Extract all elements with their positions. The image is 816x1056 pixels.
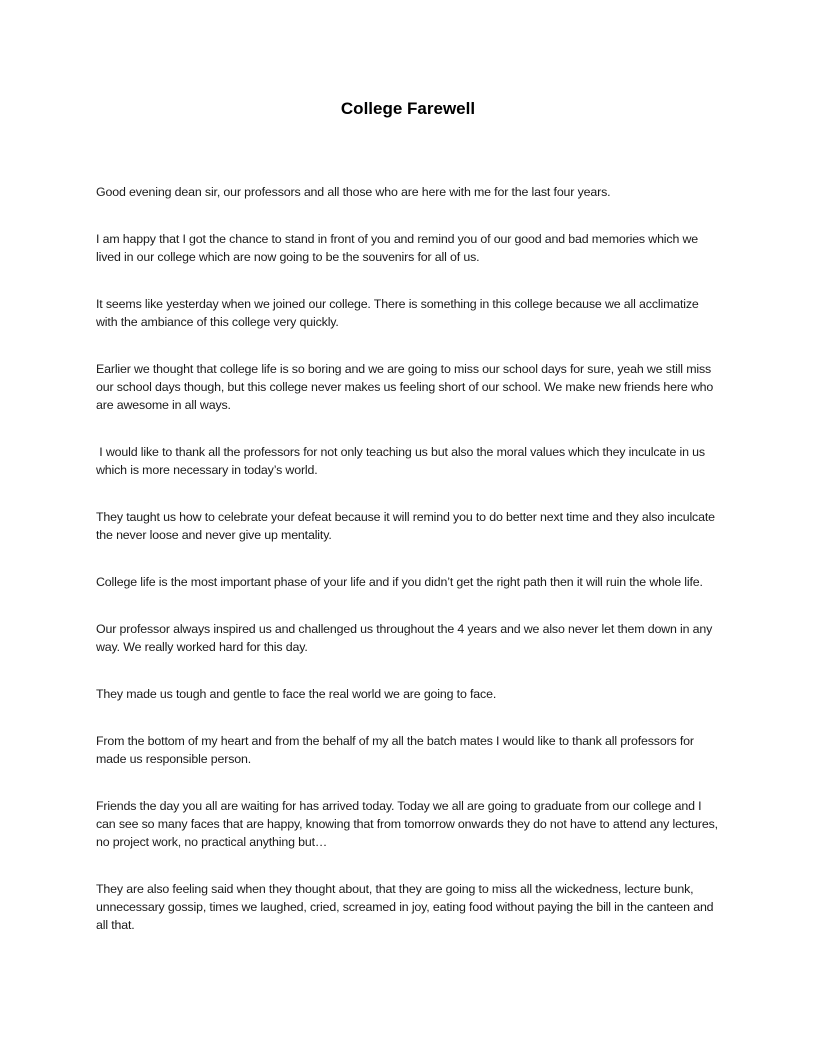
paragraph: I would like to thank all the professors for not only teaching us but also the moral values which they inculcate in us which is more necessary in today’s world. [96,445,709,477]
paragraph: Good evening dean sir, our professors and all those who are here with me for the last four years. [96,185,611,199]
paragraph: I am happy that I got the chance to stand in front of you and remind you of our good and bad memories which we lived in our college which are now going to be the souvenirs for all of us. [96,232,702,264]
paragraph: They taught us how to celebrate your defeat because it will remind you to do better next time and they also inculcate the never loose and never give up mentality. [96,510,719,542]
paragraph: It seems like yesterday when we joined our college. There is something in this college because we all acclimatize with the ambiance of this college very quickly. [96,297,702,329]
paragraph: From the bottom of my heart and from the behalf of my all the batch mates I would like to thank all professors for made us responsible person. [96,734,698,766]
document-title: College Farewell [340,99,476,118]
paragraph: Earlier we thought that college life is so boring and we are going to miss our school days for sure, yeah we still miss our school days though, but this college never makes us feeling short of our school. We make new friends here who are awesome in all ways. [96,362,717,412]
paragraph: They made us tough and gentle to face the real world we are going to face. [96,687,497,701]
paragraph: They are also feeling said when they thought about, that they are going to miss all the wickedness, lecture bunk, unnecessary gossip, times we laughed, cried, screamed in joy, eating food without paying the bill in the canteen and all that. [96,882,717,932]
document-body [96,183,720,963]
paragraph: Friends the day you all are waiting for has arrived today. Today we all are going to graduate from our college and I can see so many faces that are happy, knowing that from tomorrow onwards they do not have to attend any lectures, no project work, no practical anything but… [96,799,722,849]
paragraph: Our professor always inspired us and challenged us throughout the 4 years and we also never let them down in any way. We really worked hard for this day. [96,622,716,654]
paragraph: College life is the most important phase of your life and if you didn’t get the right path then it will ruin the whole life. [96,575,703,589]
